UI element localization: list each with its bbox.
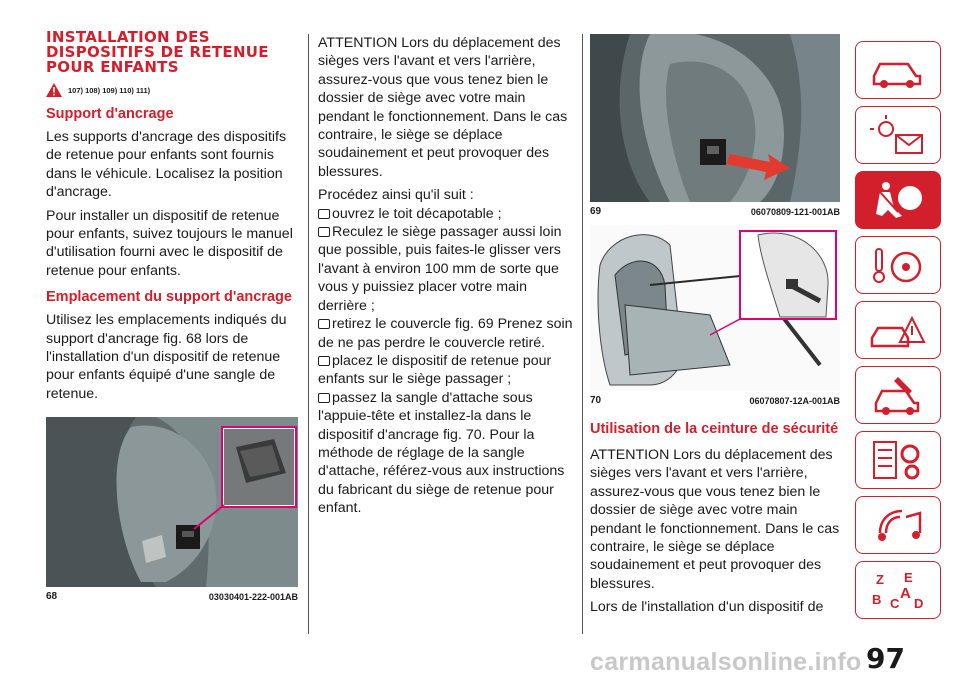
column-2: [318, 34, 574, 518]
list-item: ouvrez le toit décapotable ;: [318, 205, 574, 223]
car-info-icon: [868, 48, 928, 92]
checkbox-bullet-icon: [318, 227, 330, 237]
svg-text:Z: Z: [876, 572, 884, 587]
figure-code: 06070809-121-001AB: [750, 206, 840, 217]
checkbox-bullet-icon: [318, 319, 330, 329]
tab-safety[interactable]: [855, 171, 941, 229]
subheading-support: Support d'ancrage: [46, 106, 174, 122]
paragraph: Lors de l'installation d'un dispositif de: [590, 599, 824, 616]
checkbox-bullet-icon: [318, 356, 330, 366]
warning-refs-text: 107) 108) 109) 110) 111): [68, 85, 151, 95]
safety-airbag-icon: [868, 178, 928, 222]
list-item: placez le dispositif de retenue pour enfants sur le siège passager ;: [318, 352, 552, 388]
paragraph: Pour installer un dispositif de retenue pour enfants, suivez toujours le manuel d'utilisation fourni avec le dispositif de retenue pour enfants.: [46, 207, 293, 279]
tab-technical-data[interactable]: [855, 431, 941, 489]
tab-dashboard-lights[interactable]: [855, 106, 941, 164]
column-divider: [308, 34, 309, 634]
maintenance-icon: [868, 373, 928, 417]
checkbox-bullet-icon: [318, 209, 330, 219]
breakdown-icon: [868, 308, 928, 352]
tab-key-steering[interactable]: [855, 236, 941, 294]
list-item: retirez le couvercle fig. 69 Prenez soin de ne pas perdre le couvercle retiré.: [318, 316, 573, 351]
svg-text:C: C: [890, 596, 900, 611]
figure-number: 68: [46, 591, 58, 603]
key-steering-icon: [868, 243, 928, 287]
page-number: 97: [866, 642, 905, 675]
tab-car-info[interactable]: [855, 41, 941, 99]
paragraph: Utilisez les emplacements indiqués du support d'ancrage fig. 68 lors de l'installation d'un dispositif de retenue pour enfants équipé d'une sangle de retenue.: [46, 312, 287, 402]
paragraph-attention: ATTENTION Lors du déplacement des sièges vers l'avant et vers l'arrière, assurez-vous que vous tenez bien le dossier de siège avec votre main pendant le fonctionnement. Dans le cas contraire, le siège se déplace soudainement et peut provoquer des blessures.: [318, 35, 568, 180]
column-divider: [582, 34, 583, 634]
figure-number: 70: [590, 395, 602, 406]
figure-69-caption: [590, 206, 840, 217]
paragraph-attention: ATTENTION Lors du déplacement des sièges vers l'avant et vers l'arrière, assurez-vous que vous tenez bien le dossier de siège avec votre main pendant le fonctionnement. Dans le cas contraire, le siège se déplace soudainement et peut provoquer des blessures.: [590, 447, 840, 592]
watermark: carmanualsonline.info: [590, 648, 862, 676]
procedure-list: [318, 205, 574, 518]
anchor-photo-illustration: [46, 417, 298, 587]
checkbox-bullet-icon: [318, 393, 330, 403]
figure-68-caption: [46, 591, 298, 602]
svg-text:A: A: [900, 585, 911, 602]
svg-text:E: E: [904, 570, 913, 585]
list-item: Reculez le siège passager aussi loin que possible, puis faites-le glisser vers l'avant à environ 100 mm de sorte que vous y puissiez placer votre main derrière ;: [318, 224, 562, 314]
tab-maintenance[interactable]: [855, 366, 941, 424]
section-title: INSTALLATION DES DISPOSITIFS DE RETENUE POUR ENFANTS: [46, 28, 269, 76]
dashboard-lights-icon: [868, 113, 928, 157]
svg-text:D: D: [914, 596, 924, 611]
tab-index[interactable]: [855, 561, 941, 619]
warning-references: [46, 83, 298, 97]
figure-69: [590, 34, 840, 202]
technical-data-icon: [868, 438, 928, 482]
figure-code: 03030401-222-001AB: [208, 591, 298, 602]
subheading-ceinture: Utilisation de la ceinture de sécurité: [590, 421, 839, 437]
figure-70-caption: [590, 395, 840, 406]
column-1: [46, 30, 298, 602]
multimedia-icon: [868, 503, 928, 547]
figure-code: 06070807-12A-001AB: [749, 395, 840, 406]
figure-70: [590, 225, 840, 391]
index-icon: [868, 568, 928, 612]
svg-text:B: B: [872, 592, 882, 607]
subheading-emplacement: Emplacement du support d'ancrage: [46, 289, 292, 306]
list-item: passez la sangle d'attache sous l'appuie-tête et installez-la dans le dispositif d'ancrage fig. 70. Pour la méthode de réglage de la sangle d'attache, référez-vous aux instructions du fabricant du siège de retenue pour enfant.: [318, 389, 565, 517]
figure-number: 69: [590, 206, 602, 217]
paragraph: Les supports d'ancrage des dispositifs de retenue pour enfants sont fournis dans le véhicule. Localisez la position d'ancrage.: [46, 129, 287, 201]
column-3: [590, 34, 840, 617]
child-seat-tether-illustration: [590, 225, 840, 391]
warning-triangle-icon: [46, 83, 62, 97]
tab-breakdown[interactable]: [855, 301, 941, 359]
paragraph: Procédez ainsi qu'il suit :: [318, 187, 474, 204]
tab-multimedia[interactable]: [855, 496, 941, 554]
cover-removal-illustration: [590, 34, 840, 202]
figure-68: [46, 417, 298, 587]
